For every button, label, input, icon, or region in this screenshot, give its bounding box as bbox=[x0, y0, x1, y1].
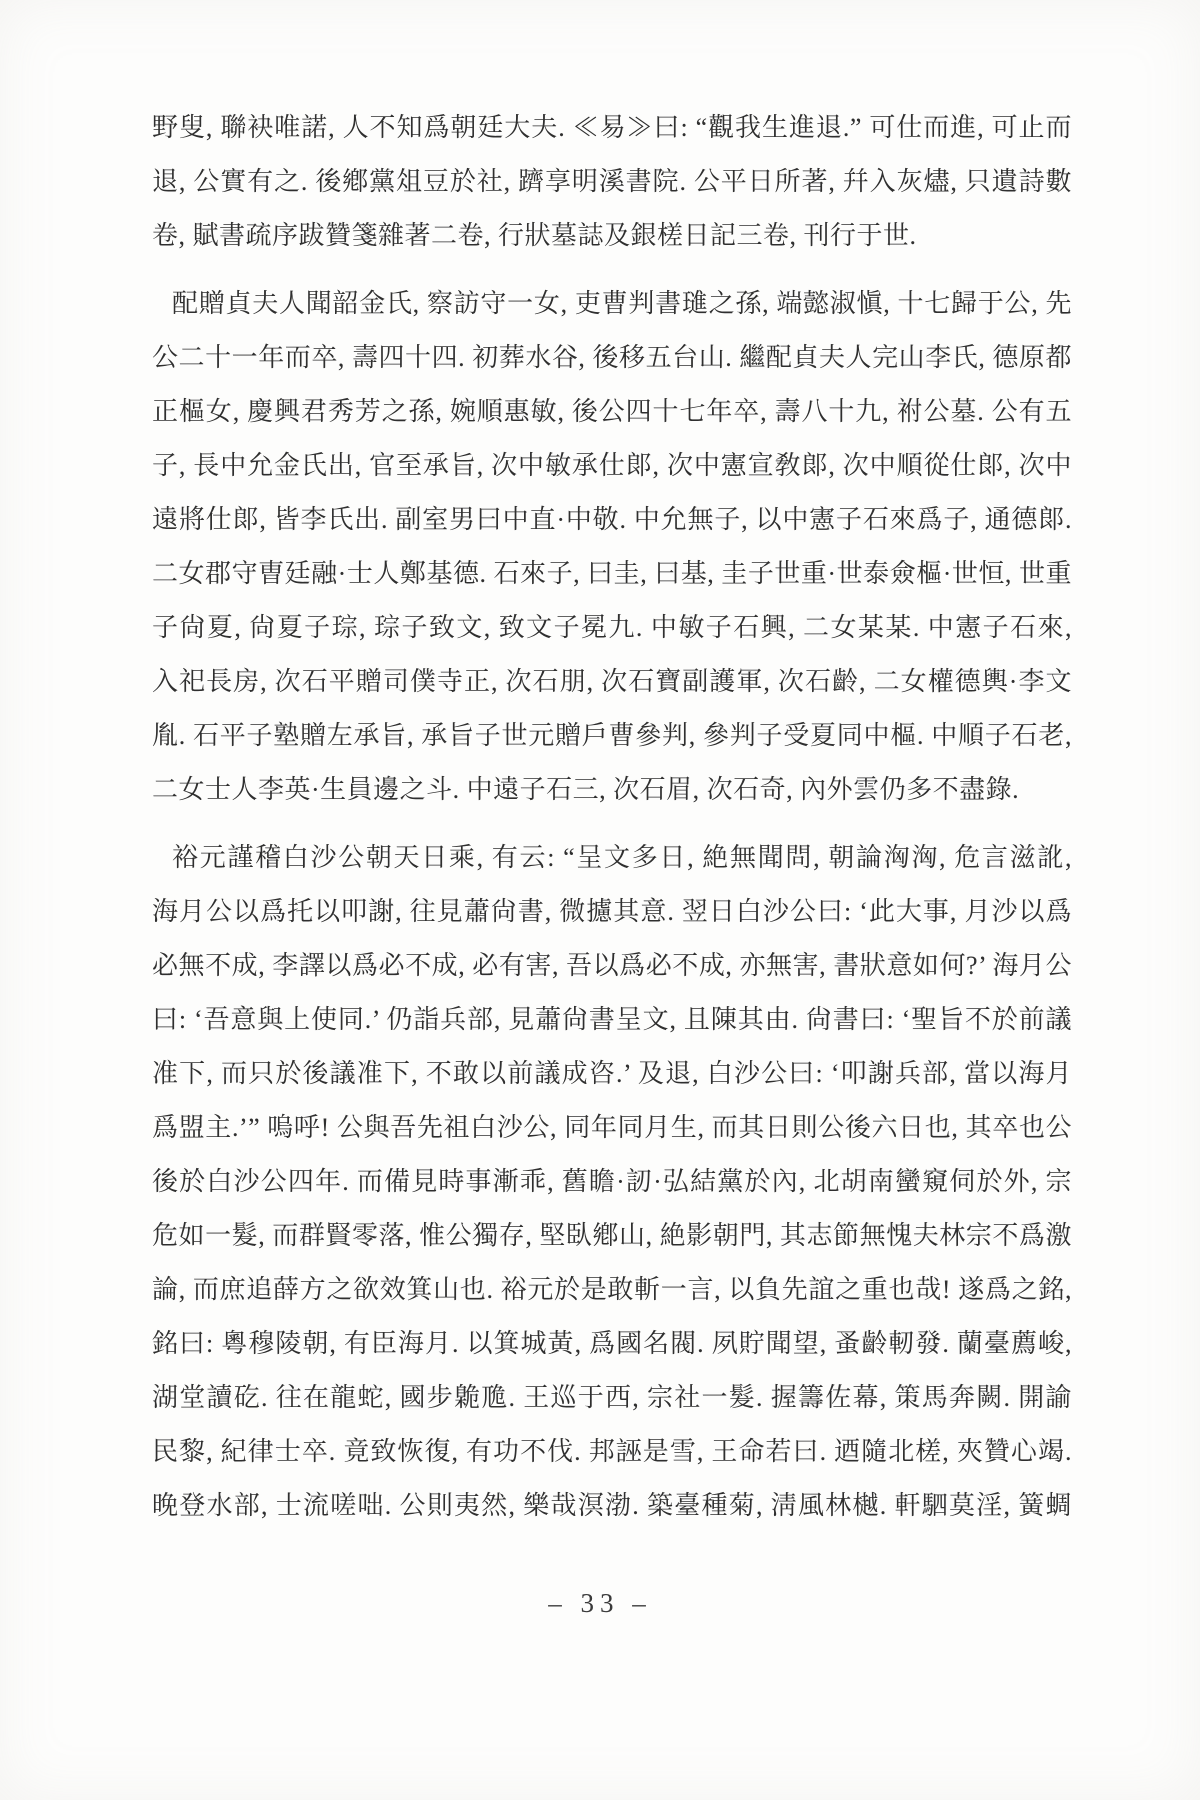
text-line: 配贈貞夫人聞韶金氏, 察訪守一女, 吏曹判書璡之孫, 端懿淑愼, 十七歸于公, 先 bbox=[172, 289, 1072, 318]
text-line: 二女士人李英·生員邊之斗. 中遠子石三, 次石眉, 次石奇, 內外雲仍多不盡錄. bbox=[152, 775, 1020, 804]
paragraph-family-record bbox=[152, 277, 1072, 817]
text-line: 晚登水部, 士流嗟咄. 公則夷然, 樂哉溟渤. 築臺種菊, 淸風林樾. 軒駟莫淫, 簧蜩 bbox=[152, 1491, 1072, 1520]
text-line: 必無不成, 李譯以爲必不成, 必有害, 吾以爲必不成, 亦無害, 書狀意如何?’ 海月公 bbox=[152, 951, 1072, 980]
text-line: 銘曰: 粵穆陵朝, 有臣海月. 以箕城黃, 爲國名閥. 夙貯聞望, 蚤齡軔發. 蘭臺薦峻, bbox=[152, 1329, 1072, 1358]
text-line: 論, 而庶追薛方之欲效箕山也. 裕元於是敢斬一言, 以負先誼之重也哉! 遂爲之銘, bbox=[152, 1275, 1072, 1304]
text-line: 曰: ‘吾意與上使同.’ 仍詣兵部, 見蕭尙書呈文, 且陳其由. 尙書曰: ‘聖旨不於前議 bbox=[152, 1005, 1072, 1034]
text-line: 爲盟主.’” 嗚呼! 公與吾先祖白沙公, 同年同月生, 而其日則公後六日也, 其卒也公 bbox=[152, 1113, 1072, 1142]
text-line: 退, 公實有之. 後鄕黨俎豆於社, 躋享明溪書院. 公平日所著, 幷入灰燼, 只遺詩數 bbox=[152, 167, 1072, 196]
text-line: 卷, 賦書疏序跋贊箋雜著二卷, 行狀墓誌及銀槎日記三卷, 刊行于世. bbox=[152, 221, 917, 250]
text-line: 正樞女, 慶興君秀芳之孫, 婉順惠敏, 後公四十七年卒, 壽八十九, 祔公墓. 公有五 bbox=[152, 397, 1072, 426]
text-line: 子尙夏, 尙夏子琮, 琮子致文, 致文子冕九. 中敏子石興, 二女某某. 中憲子石來, bbox=[152, 613, 1072, 642]
text-line: 胤. 石平子塾贈左承旨, 承旨子世元贈戶曹參判, 參判子受夏同中樞. 中順子石老, bbox=[152, 721, 1072, 750]
text-line: 子, 長中允金氏出, 官至承旨, 次中敏承仕郞, 次中憲宣敎郞, 次中順從仕郞, 次中 bbox=[152, 451, 1072, 480]
text-line: 海月公以爲托以叩謝, 往見蕭尙書, 微攄其意. 翌日白沙公曰: ‘此大事, 月沙以爲 bbox=[152, 897, 1072, 926]
text-line: 二女郡守曺廷融·士人鄭基德. 石來子, 曰圭, 曰基, 圭子世重·世泰僉樞·世恒, 世重 bbox=[152, 559, 1072, 588]
page-number: – 33 – bbox=[548, 1588, 652, 1618]
text-line: 民黎, 紀律士卒. 竟致恢復, 有功不伐. 邦誣是雪, 王命若曰. 迺隨北槎, 夾贊心竭. bbox=[152, 1437, 1072, 1466]
text-line: 野叟, 聯袂唯諾, 人不知爲朝廷大夫. ≪易≫曰: “觀我生進退.” 可仕而進, 可止而 bbox=[152, 113, 1072, 142]
text-line: 遠將仕郞, 皆李氏出. 副室男曰中直·中敬. 中允無子, 以中憲子石來爲子, 通德郞. bbox=[152, 505, 1072, 534]
text-line: 危如一髮, 而群賢零落, 惟公獨存, 堅臥鄕山, 絶影朝門, 其志節無愧夫林宗不爲激 bbox=[152, 1221, 1072, 1250]
paragraph-continuation bbox=[152, 101, 1072, 263]
paragraph-eulogy-inscription bbox=[152, 831, 1072, 1533]
text-line: 公二十一年而卒, 壽四十四. 初葬水谷, 後移五台山. 繼配貞夫人完山李氏, 德原都 bbox=[152, 343, 1072, 372]
text-line: 裕元謹稽白沙公朝天日乘, 有云: “呈文多日, 絶無聞問, 朝論洶洶, 危言滋訛, bbox=[172, 843, 1072, 872]
text-line: 准下, 而只於後議准下, 不敢以前議成咨.’ 及退, 白沙公曰: ‘叩謝兵部, 當以海月 bbox=[152, 1059, 1072, 1088]
text-line: 入祀長房, 次石平贈司僕寺正, 次石朋, 次石寶副護軍, 次石齡, 二女權德輿·李文 bbox=[152, 667, 1072, 696]
text-line: 後於白沙公四年. 而備見時事漸乖, 舊瞻·訒·弘結黨於內, 北胡南蠻窺伺於外, 宗 bbox=[152, 1167, 1072, 1196]
text-block bbox=[152, 101, 1072, 1533]
text-line: 湖堂讀矻. 往在龍蛇, 國步臲卼. 王巡于西, 宗社一髮. 握籌佐幕, 策馬奔闕. 開諭 bbox=[152, 1383, 1072, 1412]
